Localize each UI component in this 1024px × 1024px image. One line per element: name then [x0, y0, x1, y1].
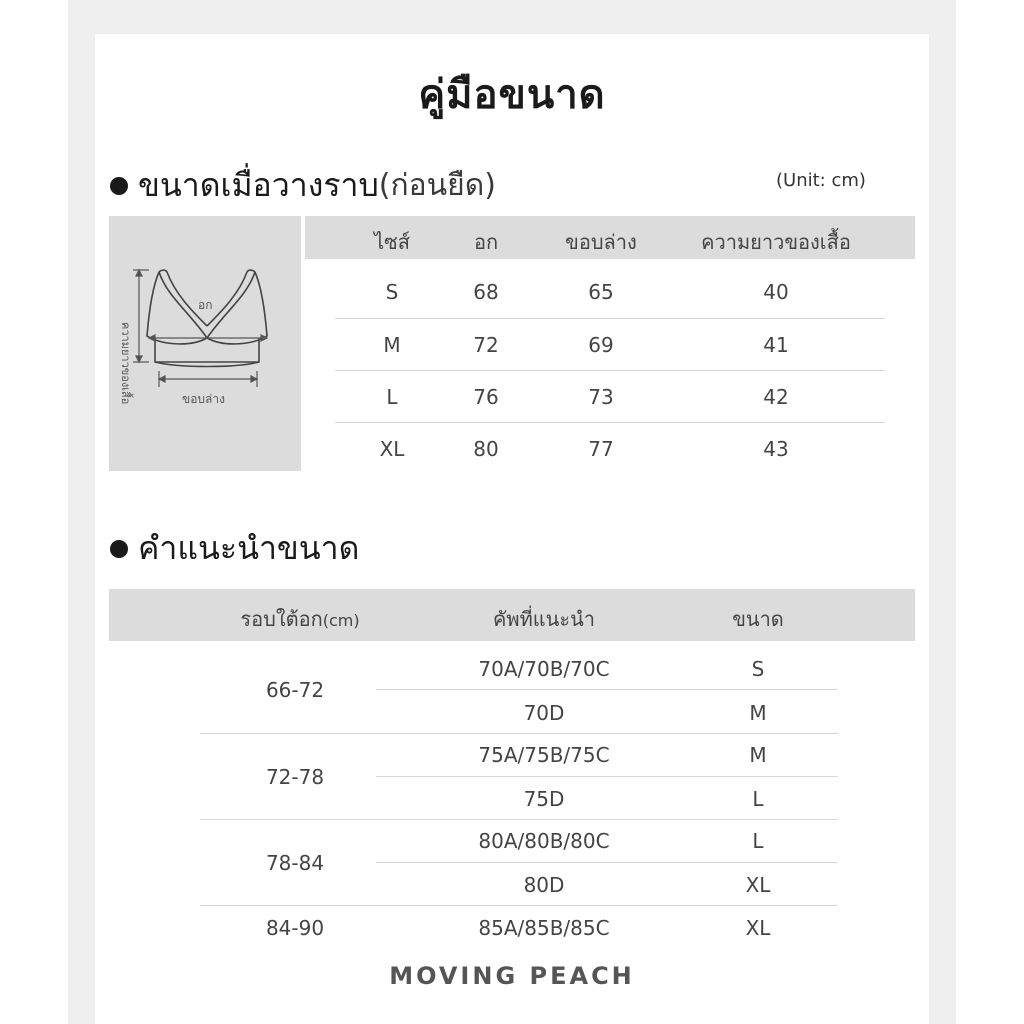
recommended-size: L: [752, 829, 764, 853]
recommended-size: M: [749, 743, 767, 767]
size-table-cell: 76: [473, 385, 499, 409]
brand-logo: MOVING PEACH: [389, 962, 635, 990]
row-divider: [335, 318, 885, 319]
row-divider: [376, 862, 838, 863]
section-recommendation-label: คำแนะนำขนาด: [138, 529, 360, 567]
underbust-range: 72-78: [265, 765, 325, 789]
row-divider: [335, 370, 885, 371]
underbust-range: 66-72: [265, 678, 325, 702]
size-table-cell: 41: [763, 333, 789, 357]
recommended-cup: 70A/70B/70C: [478, 657, 610, 681]
section-flat-size-suffix: (ก่อนยืด): [378, 168, 496, 203]
diagram-underband-label: ขอบล่าง: [182, 392, 225, 406]
group-divider: [200, 819, 838, 820]
recommended-cup: 70D: [523, 701, 565, 725]
size-table-header-chest: อก: [473, 230, 499, 254]
recommended-cup: 80A/80B/80C: [478, 829, 610, 853]
unit-label: (Unit: cm): [776, 170, 866, 191]
page-title: คู่มือขนาด: [418, 72, 606, 118]
recommendation-header-cup: คัพที่แนะนำ: [493, 607, 595, 631]
recommendation-header-size: ขนาด: [732, 607, 784, 631]
underbust-header-label: รอบใต้อก: [240, 607, 323, 631]
size-table-cell: 77: [588, 437, 614, 461]
bullet-icon: [110, 177, 128, 195]
section-flat-size-label: ขนาดเมื่อวางราบ: [138, 166, 379, 204]
recommended-size: XL: [745, 873, 771, 897]
size-table-cell: 65: [588, 280, 614, 304]
diagram-length-label: ความยาวของเสื้อ: [119, 322, 132, 405]
recommended-size: XL: [745, 916, 771, 940]
recommended-cup: 80D: [523, 873, 565, 897]
underbust-range: 78-84: [265, 851, 325, 875]
recommended-size: M: [749, 701, 767, 725]
recommendation-header-underbust: [200, 603, 400, 635]
size-table-cell: 68: [473, 280, 499, 304]
recommended-cup: 75A/75B/75C: [478, 743, 610, 767]
row-divider: [335, 422, 885, 423]
size-table-cell: 40: [763, 280, 789, 304]
size-table-cell: 72: [473, 333, 499, 357]
size-table-cell: 42: [763, 385, 789, 409]
bra-outline-icon: [109, 216, 301, 471]
size-table-cell: 73: [588, 385, 614, 409]
row-divider: [376, 689, 838, 690]
recommended-size: S: [751, 657, 765, 681]
recommended-cup: 85A/85B/85C: [478, 916, 610, 940]
row-divider: [376, 776, 838, 777]
bra-measurement-diagram: [109, 216, 301, 471]
recommended-size: L: [752, 787, 764, 811]
diagram-chest-label: อก: [198, 298, 213, 312]
size-table-header-length: ความยาวของเสื้อ: [701, 230, 851, 254]
group-divider: [200, 733, 838, 734]
size-table-cell: 69: [588, 333, 614, 357]
underbust-range: 84-90: [265, 916, 325, 940]
bullet-icon: [110, 540, 128, 558]
size-table-header-size: ไซส์: [374, 230, 410, 254]
underbust-header-unit: (cm): [322, 611, 360, 630]
size-table-cell: L: [386, 385, 398, 409]
size-table-cell: S: [385, 280, 399, 304]
size-table-header-underband: ขอบล่าง: [565, 230, 637, 254]
recommended-cup: 75D: [523, 787, 565, 811]
size-table-cell: M: [383, 333, 401, 357]
size-table-cell: 80: [473, 437, 499, 461]
group-divider: [200, 905, 838, 906]
size-table-cell: XL: [379, 437, 405, 461]
size-table-cell: 43: [763, 437, 789, 461]
section-flat-size-title: [110, 160, 496, 211]
section-recommendation-title: [110, 523, 359, 574]
